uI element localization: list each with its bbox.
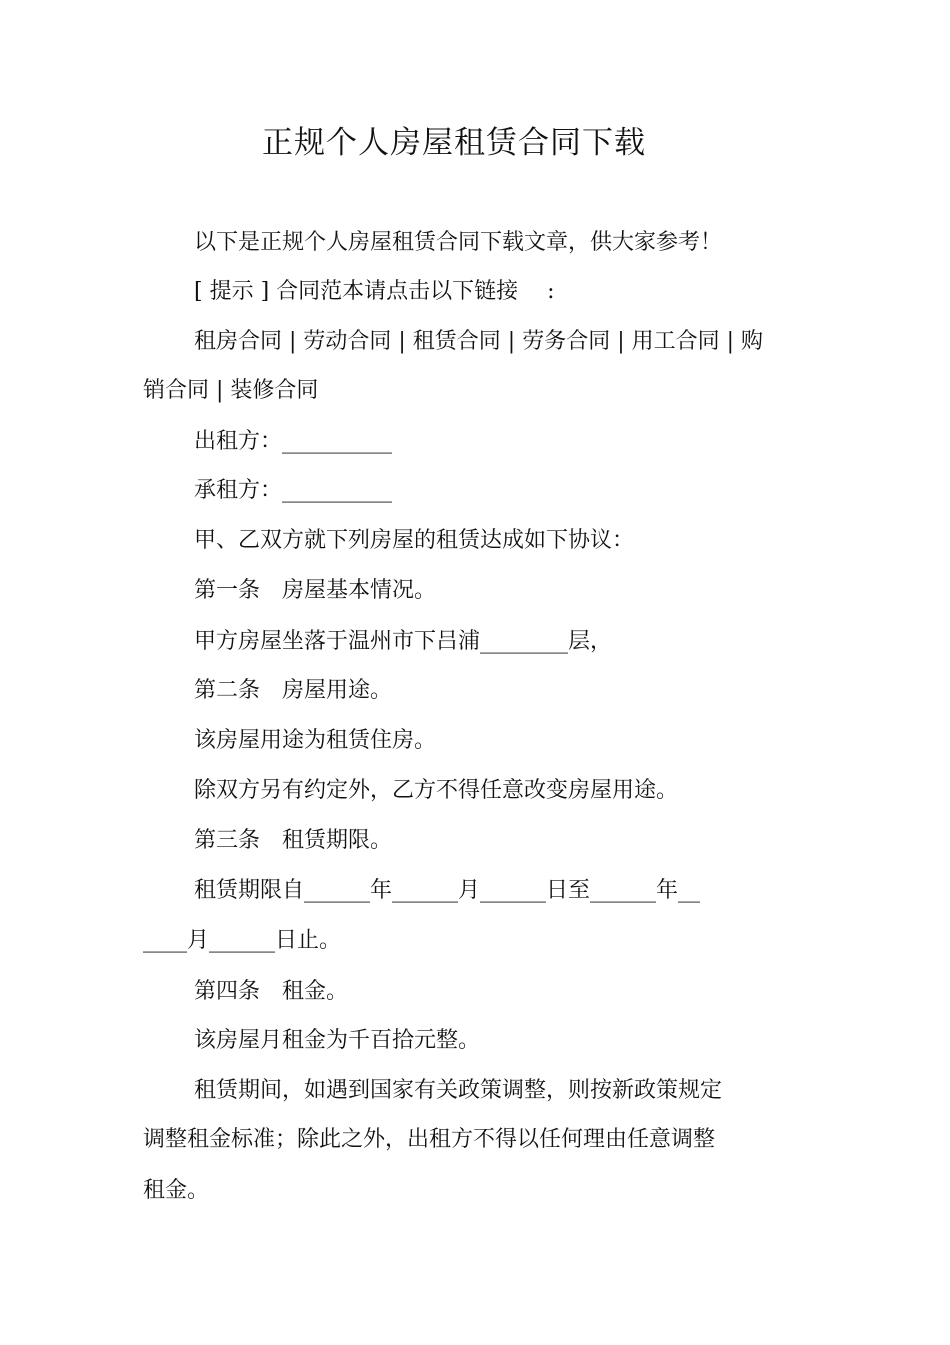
article-3-body-2: ____月______日止。	[143, 928, 342, 953]
article-4-body-1: 该房屋月租金为千百拾元整。	[194, 1028, 481, 1053]
article-2-body-2: 除双方另有约定外，乙方不得任意改变房屋用途。	[194, 778, 679, 803]
article-4-body-2-line-2: 调整租金标准；除此之外，出租方不得以任何理由任意调整	[143, 1127, 716, 1152]
lessor-line: 出租方：__________	[194, 429, 393, 454]
document-title: 正规个人房屋租赁合同下载	[262, 125, 646, 161]
article-1-heading: 第一条 房屋基本情况。	[194, 578, 437, 603]
contract-links-line-1: 租房合同 | 劳动合同 | 租赁合同 | 劳务合同 | 用工合同 | 购	[194, 329, 763, 354]
article-2-body-1: 该房屋用途为租赁住房。	[194, 728, 437, 753]
hint-line: [ 提示 ] 合同范本请点击以下链接 :	[194, 279, 555, 304]
contract-links-line-2: 销合同 | 装修合同	[143, 378, 319, 403]
agreement-intro-line: 甲、乙双方就下列房屋的租赁达成如下协议：	[194, 528, 635, 553]
article-4-body-2-line-3: 租金。	[143, 1178, 210, 1203]
article-3-body-1: 租赁期限自______年______月______日至______年__	[194, 878, 701, 903]
article-2-heading: 第二条 房屋用途。	[194, 678, 393, 703]
lessee-line: 承租方：__________	[194, 478, 393, 503]
intro-line: 以下是正规个人房屋租赁合同下载文章，供大家参考！	[194, 230, 723, 255]
article-3-heading: 第三条 租赁期限。	[194, 828, 393, 853]
article-4-heading: 第四条 租金。	[194, 979, 349, 1004]
article-4-body-2-line-1: 租赁期间，如遇到国家有关政策调整，则按新政策规定	[194, 1078, 723, 1103]
article-1-body: 甲方房屋坐落于温州市下吕浦________层，	[194, 629, 613, 654]
